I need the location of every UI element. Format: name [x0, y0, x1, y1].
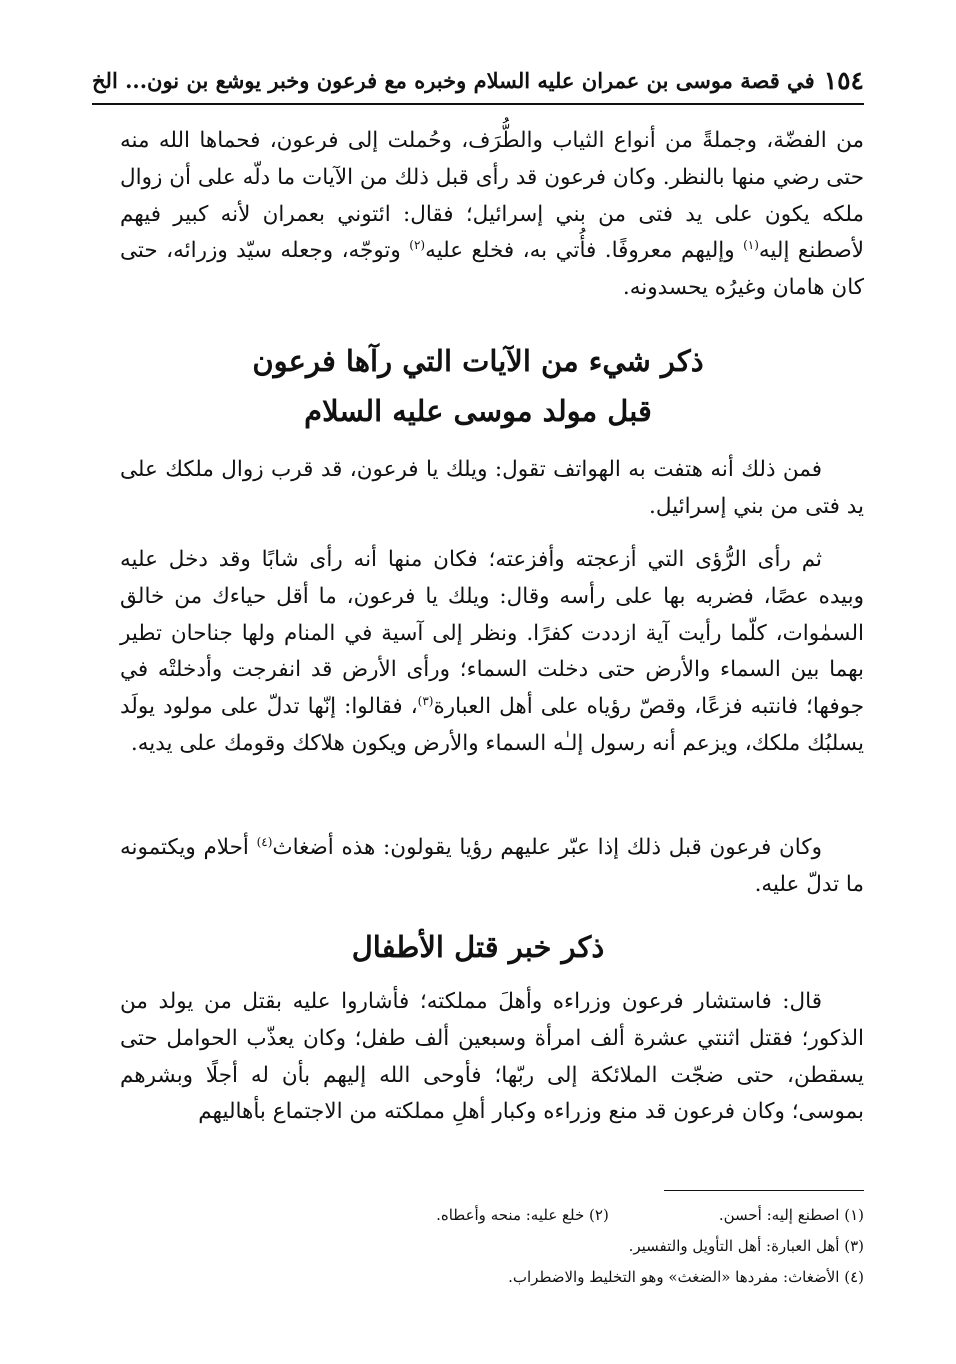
section-heading-signs-line-1: ذكر شيء من الآيات التي رآها فرعون: [252, 344, 704, 378]
footnotes: [120, 1200, 864, 1293]
paragraph-4-text-a: وكان فرعون قبل ذلك إذا عبّر عليهم رؤيا يقولون: هذه أضغاث: [272, 835, 822, 860]
footnote-2: (٢) خلع عليه: منحه وأعطاه.: [436, 1206, 609, 1224]
paragraph-1-text-b: وإليهم معروفًا. فأُتي به، فخلع عليه: [425, 238, 744, 264]
footnote-ref-4: (٤): [256, 834, 273, 849]
paragraph-1: [120, 123, 864, 307]
footnote-4: (٤) الأضغاث: مفردها «الضغث» وهو التخليط والاضطراب.: [508, 1268, 864, 1286]
section-heading-signs: [92, 336, 864, 436]
paragraph-2: [120, 452, 864, 526]
paragraph-1-text-c: وتوجّه، وجعله سيّد وزرائه، حتى كان هامان وغيرُه يحسدونه.: [120, 238, 864, 301]
footnote-rule: [664, 1190, 864, 1191]
header-rule: [92, 103, 864, 105]
paragraph-3-text-a: ثم رأى الرُّؤى التي أزعجته وأفزعته؛ فكان منها أنه رأى شابًا وقد دخل عليه وبيده عصًا، فضربه بها على رأسه وقال: ويلك يا فرعون، ما أقل حياءك من خالق السمٰوات، كلّما رأيت آية ازددت كفرًا. ونظر إلى آسية في المنام ولها جناحان تطير بهما بين السماء والأرض حتى دخلت السماء؛ ورأى الأرض قد انفرجت وأدخلتْه في جوفها؛ فانتبه فزعًا، وقصّ رؤياه على أهل العبارة: [120, 547, 864, 720]
section-heading-killing-children: ذكر خبر قتل الأطفال: [351, 930, 605, 964]
section-heading-signs-line-2: قبل مولد موسى عليه السلام: [304, 394, 652, 428]
page-number: ١٥٤: [823, 65, 864, 95]
footnote-3: (٣) أهل العبارة: أهل التأويل والتفسير.: [628, 1237, 864, 1255]
paragraph-5-text: قال: فاستشار فرعون وزراءه وأهلَ مملكته؛ فأشاروا عليه بقتل من يولد من الذكور؛ فقتل اثنتي عشرة ألف امرأة وسبعين ألف طفل؛ وكان يعذّب الحوامل حتى يسقطن، حتى ضجّت الملائكة إلى ربّها؛ فأوحى الله إليهم بأن له أجلًا وبشرهم بموسى؛ وكان فرعون قد منع وزراءه وكبار أهلِ مملكته من الاجتماع بأهاليهم: [120, 989, 864, 1125]
paragraph-3: [120, 542, 864, 763]
paragraph-3-text-b: ، فقالوا: إنّها تدلّ على مولود يولَد يسلبُك ملكك، ويزعم أنه رسول إلـٰه السماء والأرض ويكون هلاكك وقومك على يديه.: [120, 694, 864, 756]
footnote-ref-3: (٣): [417, 694, 434, 709]
paragraph-1-text-a: من الفضّة، وجملةً من أنواع الثياب والطُّرَف، وحُملت إلى فرعون، فحماها الله منه حتى رضي منها بالنظر. وكان فرعون قد رأى قبل ذلك من الآيات ما دلّه على أن زوال ملكه يكون على يد فتى من بني إسرائيل؛ فقال: ائتوني بعمران لأنه كبير فيهم لأصطنع إليه: [120, 128, 864, 264]
paragraph-5: [120, 984, 864, 1131]
running-title: في قصة موسى بن عمران عليه السلام وخبره مع فرعون وخبر يوشع بن نون... الخ: [92, 67, 815, 93]
paragraph-4: [120, 830, 864, 904]
footnote-ref-1: (١): [743, 238, 759, 253]
paragraph-2-text: فمن ذلك أنه هتفت به الهواتف تقول: ويلك يا فرعون، قد قرب زوال ملكك على يد فتى من بني إسرائيل.: [120, 457, 864, 519]
footnote-ref-2: (٢): [409, 238, 426, 253]
running-header: [92, 60, 864, 100]
paragraph-4-text-b: أحلام ويكتمونه ما تدلّ عليه.: [120, 835, 864, 897]
footnote-1: (١) اصطنع إليه: أحسن.: [718, 1206, 864, 1224]
